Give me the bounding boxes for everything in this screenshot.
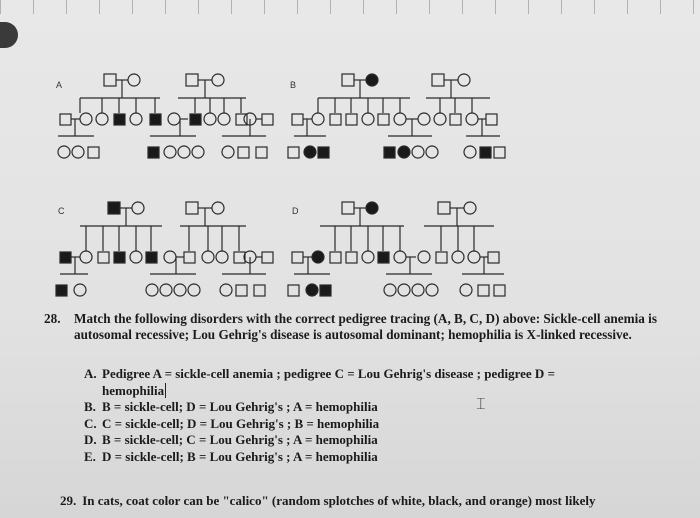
option-text: B = sickle-cell; D = Lou Gehrig's ; A = hemophilia [102, 399, 378, 414]
option-a[interactable] [84, 366, 555, 383]
option-e[interactable] [84, 449, 555, 466]
i-beam-cursor-icon: ⌶ [476, 394, 486, 413]
question-number: 28. [44, 311, 61, 326]
option-letter: A. [84, 366, 97, 381]
option-text: hemophilia [102, 382, 165, 398]
pedigree-diagrams [0, 56, 700, 304]
option-c[interactable] [84, 416, 555, 433]
pedigree-label-b: B [290, 80, 297, 90]
notebook-grid-edge [0, 0, 700, 14]
option-letter: E. [84, 448, 96, 464]
question-text: Match the following disorders with the correct pedigree tracing (A, B, C, D) above: Sickle-cell anemia is autosomal recessive; Lou Gehrig's disease is autosomal dominant; hemophilia is X-linked recessive. [74, 311, 657, 343]
question-text: In cats, coat color can be "calico" (random splotches of white, black, and orange) most likely [82, 493, 596, 508]
pedigree-a [58, 74, 273, 158]
page-tab-marker [0, 22, 18, 48]
option-letter: D. [84, 432, 97, 447]
pedigree-label-c: C [58, 206, 65, 216]
pedigree-b [288, 74, 505, 158]
option-letter: C. [84, 415, 97, 431]
option-text: C = sickle-cell; D = Lou Gehrig's ; B = hemophilia [102, 415, 380, 431]
answer-options [84, 366, 555, 465]
pedigree-label-d: D [292, 206, 299, 216]
pedigree-c [56, 202, 273, 296]
option-text: Pedigree A = sickle-cell anemia ; pedigree C = Lou Gehrig's disease ; pedigree D = [102, 366, 555, 381]
question-29 [60, 493, 595, 509]
option-text: D = sickle-cell; B = Lou Gehrig's ; A = hemophilia [102, 448, 378, 464]
pedigree-d [288, 202, 505, 296]
option-text: B = sickle-cell; C = Lou Gehrig's ; A = hemophilia [102, 432, 378, 447]
option-letter: B. [84, 399, 96, 414]
question-28 [44, 311, 674, 343]
question-number: 29. [60, 493, 77, 508]
pedigree-label-a: A [56, 80, 63, 90]
option-d[interactable] [84, 432, 555, 449]
